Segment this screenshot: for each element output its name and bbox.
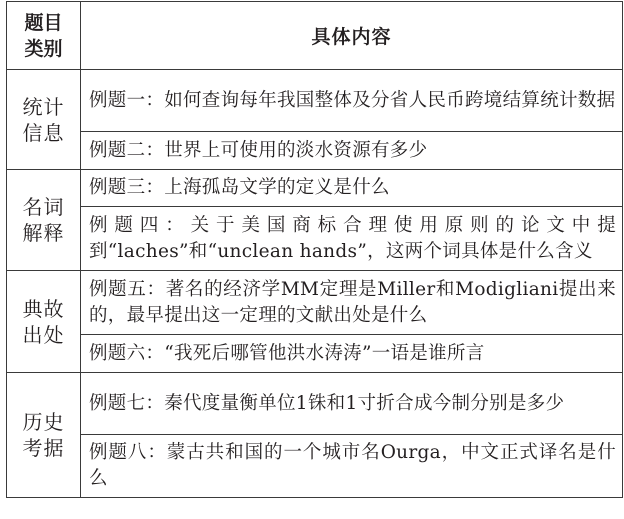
table-row [7, 132, 623, 170]
category-cell [7, 271, 81, 373]
category-line1: 典故 [22, 296, 65, 321]
question-cell: 例题八：蒙古共和国的一个城市名Ourga，中文正式译名是什么 [81, 435, 623, 498]
category-line2: 信息 [22, 120, 65, 145]
question-cell: 例题三：上海孤岛文学的定义是什么 [81, 170, 623, 207]
category-cell [7, 170, 81, 271]
question-cell: 例题二：世界上可使用的淡水资源有多少 [81, 132, 623, 170]
category-line1: 名词 [22, 195, 65, 219]
table-row [7, 271, 623, 335]
question-cell: 例题一：如何查询每年我国整体及分省人民币跨境结算统计数据 [81, 70, 623, 132]
header-category-line1: 题目 [24, 11, 63, 34]
question-cell: 例题六：“我死后哪管他洪水涛涛”一语是谁所言 [81, 335, 623, 373]
table-row [7, 373, 623, 435]
category-line2: 考据 [22, 436, 65, 460]
category-line2: 解释 [22, 221, 65, 245]
table-row [7, 70, 623, 132]
table-row [7, 335, 623, 373]
header-category-line2: 类别 [24, 37, 63, 60]
category-cell [7, 373, 81, 498]
question-cell: 例题五：著名的经济学MM定理是Miller和Modigliani提出来的，最早提出这一定理的文献出处是什么 [81, 271, 623, 335]
category-line2: 出处 [22, 322, 65, 347]
question-cell: 例题七：秦代度量衡单位1铢和1寸折合成今制分别是多少 [81, 373, 623, 435]
table-row [7, 170, 623, 207]
header-content: 具体内容 [81, 2, 623, 70]
category-line1: 统计 [22, 94, 65, 119]
table-row [7, 435, 623, 498]
table-row [7, 207, 623, 271]
question-cell: 例题四：关于美国商标合理使用原则的论文中提到“laches”和“unclean hands”，这两个词具体是什么含义 [81, 207, 623, 271]
question-table [6, 1, 623, 498]
table-header-row [7, 2, 623, 70]
category-cell [7, 70, 81, 170]
header-category [7, 2, 81, 70]
category-line1: 历史 [22, 410, 65, 434]
